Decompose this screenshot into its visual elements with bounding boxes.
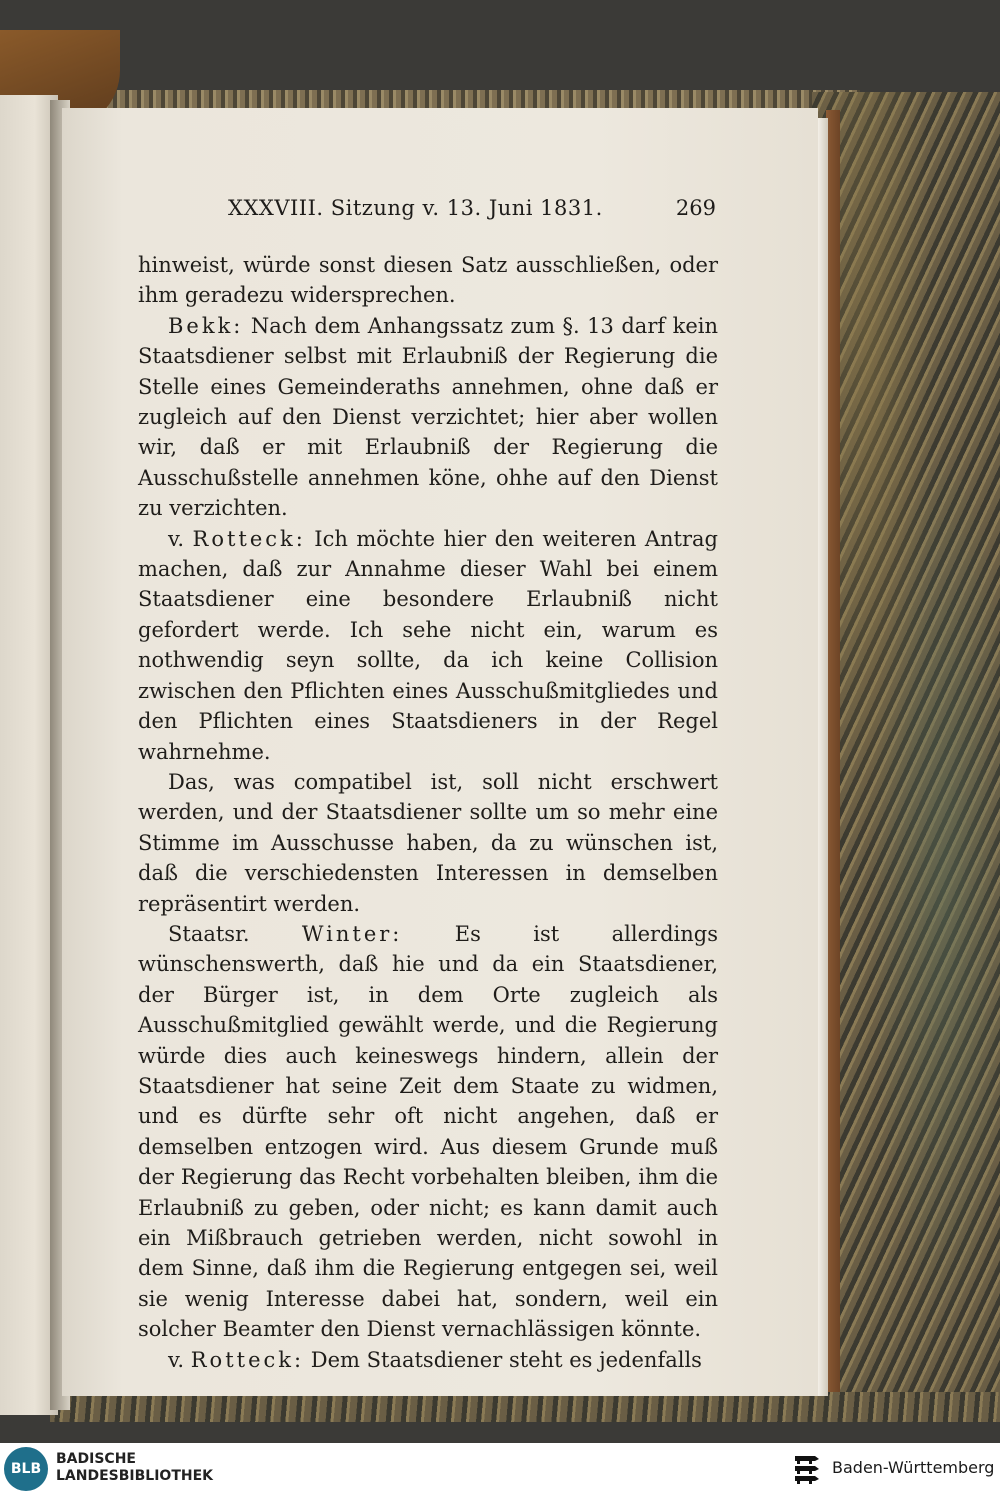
state-name[interactable]: Baden-Württemberg <box>832 1458 995 1477</box>
speaker-name: Rotteck: <box>190 1347 305 1372</box>
paragraph: Bekk: Nach dem Anhangssatz zum §. 13 darf kein Staatsdiener selbst mit Erlaubniß der Regierung die Stelle eines Gemeinderaths annehmen, ohne daß er zugleich auf den Dienst verzichtet; hier aber wollen wir, daß er mit Erlaubniß der Regierung die Ausschußstelle annehmen köne, ohhe auf den Dienst zu verzichten. <box>138 313 718 521</box>
library-name[interactable] <box>56 1451 213 1485</box>
paragraph: hinweist, würde sonst diesen Satz ausschließen, oder ihm geradezu widersprechen. <box>138 253 718 308</box>
speaker-prefix: Staatsr. <box>168 921 250 946</box>
speaker-prefix: v. <box>168 1347 185 1372</box>
blb-logo-icon[interactable]: BLB <box>4 1447 48 1491</box>
speaker-prefix: v. <box>168 526 185 551</box>
leather-corner <box>826 110 840 1400</box>
library-name-line2: LANDESBIBLIOTHEK <box>56 1468 214 1484</box>
page-edge <box>818 118 828 1396</box>
baden-wuerttemberg-lions-icon[interactable] <box>792 1451 822 1487</box>
footer-bar <box>0 1443 1000 1495</box>
marbled-cover <box>812 92 1000 1412</box>
paragraph: v. Rotteck: Ich möchte hier den weiteren Antrag machen, daß zur Annahme dieser Wahl bei einem Staatsdiener eine besondere Erlaubniß nicht gefordert werde. Ich sehe nicht ein, warum es nothwendig seyn sollte, da ich keine Collision zwischen den Pflichten eines Ausschußmitgliedes und den Pflichten eines Staatsdieners in der Regel wahrnehme. <box>138 526 718 764</box>
paragraph: v. Rotteck: Dem Staatsdiener steht es jedenfalls <box>168 1347 702 1372</box>
paragraph: Das, was compatibel ist, soll nicht erschwert werden, und der Staatsdiener sollte um so mehr eine Stimme im Ausschusse haben, da zu wünschen ist, daß die verschiedensten Interessen in demselben repräsentirt werden. <box>138 769 718 916</box>
paragraph: Staatsr. Winter: Es ist allerdings wünschenswerth, daß hie und da ein Staatsdiener, der Bürger ist, in dem Orte zugleich als Ausschußmitglied gewählt werde, und die Regierung würde dies auch keineswegs hindern, allein der Staatsdiener hat seine Zeit dem Staate zu widmen, und es dürfte sehr oft nicht angehen, daß er demselben entzogen wird. Aus diesem Grunde muß der Regierung das Recht vorbehalten bleiben, ihm die Erlaubniß zu geben, oder nicht; es kann damit auch ein Mißbrauch getrieben werden, nicht sowohl in dem Sinne, daß ihm die Regierung entgegen sei, weil sie wenig Interesse dabei hat, sondern, weil ein solcher Beamter den Dienst vernachlässigen könnte. <box>138 921 718 1342</box>
library-name-line1: BADISCHE <box>56 1451 136 1467</box>
page-number: 269 <box>675 196 716 220</box>
marbled-cover-bottom <box>50 1392 1000 1422</box>
speaker-name: Rotteck: <box>192 526 306 551</box>
speaker-name: Bekk: <box>168 313 244 338</box>
running-title: XXXVIII. Sitzung v. 13. Juni 1831. <box>228 196 603 220</box>
speaker-name: Winter: <box>301 921 403 946</box>
page-body <box>138 250 718 1375</box>
